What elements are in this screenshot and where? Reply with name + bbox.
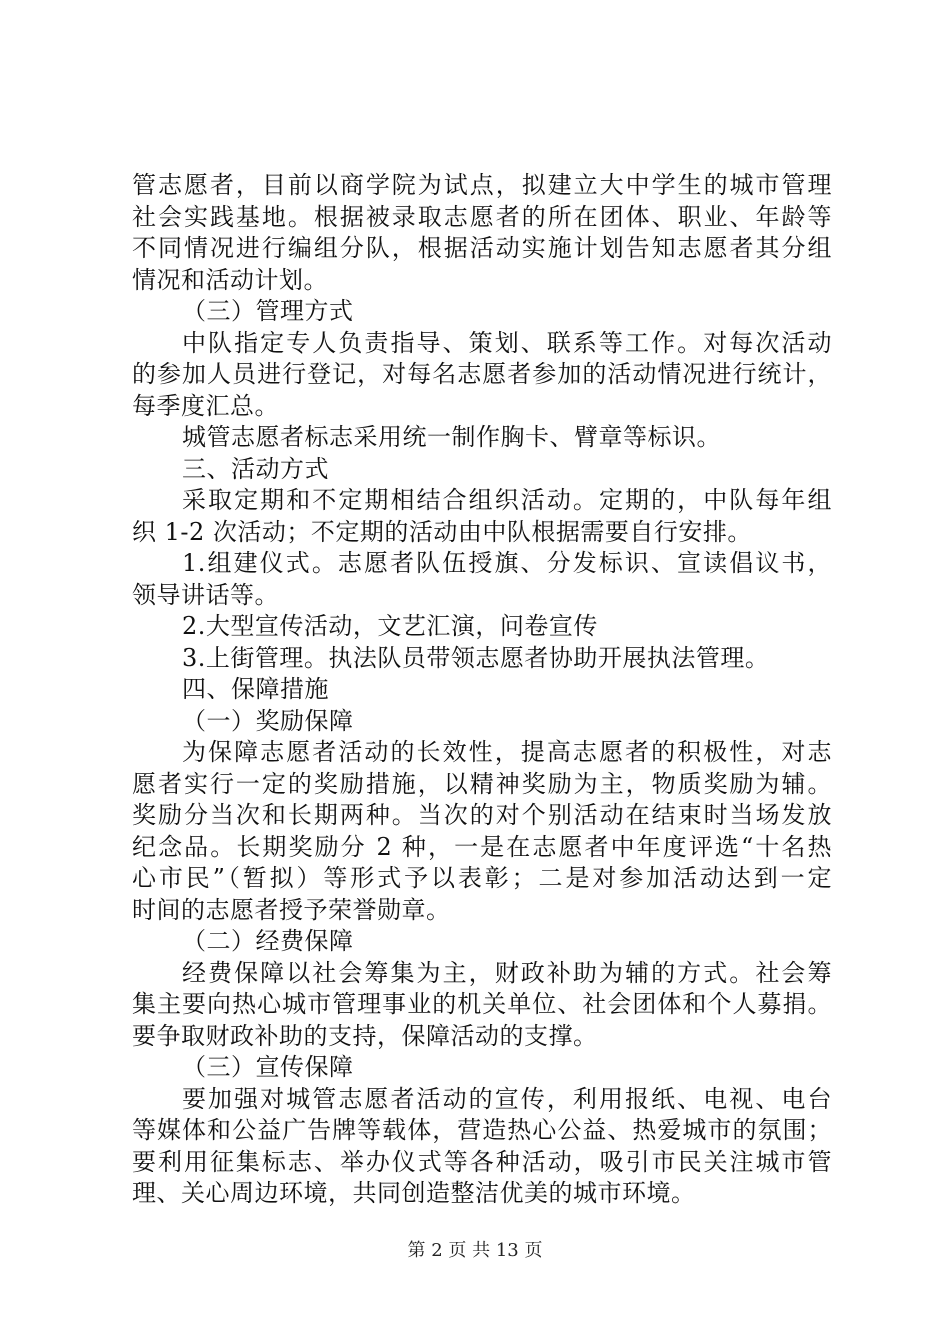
text-line: 愿者实行一定的奖励措施，以精神奖励为主，物质奖励为辅。 bbox=[132, 769, 832, 798]
text-line: 情况和活动计划。 bbox=[132, 265, 328, 294]
text-line: 奖励分当次和长期两种。当次的对个别活动在结束时当场发放 bbox=[132, 801, 832, 829]
text-line: 时间的志愿者授予荣誉勋章。 bbox=[132, 895, 451, 924]
text-line: 为保障志愿者活动的长效性，提高志愿者的积极性，对志 bbox=[182, 738, 832, 766]
document-body bbox=[132, 170, 832, 1210]
text-line: （三）宣传保障 bbox=[182, 1053, 354, 1081]
text-line: 织 1-2 次活动；不定期的活动由中队根据需要自行安排。 bbox=[132, 517, 752, 546]
text-line: 经费保障以社会筹集为主，财政补助为辅的方式。社会筹 bbox=[182, 958, 832, 987]
text-line: 2.大型宣传活动，文艺汇演，问卷宣传 bbox=[182, 612, 598, 640]
text-line: 心市民”（暂拟）等形式予以表彰；二是对参加活动达到一定 bbox=[132, 864, 832, 892]
text-line: （三）管理方式 bbox=[182, 297, 354, 325]
text-line: 每季度汇总。 bbox=[132, 391, 279, 420]
text-line: 等媒体和公益广告牌等载体，营造热心公益、热爱城市的氛围； bbox=[132, 1116, 832, 1144]
text-line: 的参加人员进行登记，对每名志愿者参加的活动情况进行统计， bbox=[132, 360, 832, 388]
text-line: （二）经费保障 bbox=[182, 927, 354, 955]
text-line: （一）奖励保障 bbox=[182, 706, 354, 735]
text-line: 纪念品。长期奖励分 2 种，一是在志愿者中年度评选“十名热 bbox=[132, 832, 832, 861]
text-line: 三、活动方式 bbox=[182, 454, 329, 483]
text-line: 1.组建仪式。志愿者队伍授旗、分发标识、宣读倡议书， bbox=[182, 549, 832, 577]
text-line: 社会实践基地。根据被录取志愿者的所在团体、职业、年龄等 bbox=[132, 202, 832, 231]
text-line: 集主要向热心城市管理事业的机关单位、社会团体和个人募捐。 bbox=[132, 990, 832, 1018]
text-line: 3.上街管理。执法队员带领志愿者协助开展执法管理。 bbox=[182, 643, 770, 672]
text-line: 领导讲话等。 bbox=[132, 580, 279, 609]
text-line: 理、关心周边环境，共同创造整洁优美的城市环境。 bbox=[132, 1179, 696, 1207]
text-line: 要利用征集标志、举办仪式等各种活动，吸引市民关注城市管 bbox=[132, 1147, 832, 1176]
text-line: 管志愿者，目前以商学院为试点，拟建立大中学生的城市管理 bbox=[132, 171, 832, 199]
text-line: 要争取财政补助的支持，保障活动的支撑。 bbox=[132, 1021, 598, 1050]
text-line: 不同情况进行编组分队，根据活动实施计划告知志愿者其分组 bbox=[132, 234, 832, 262]
text-line: 要加强对城管志愿者活动的宣传，利用报纸、电视、电台 bbox=[182, 1084, 832, 1113]
text-line: 四、保障措施 bbox=[182, 675, 329, 703]
page-footer: 第 2 页 共 13 页 bbox=[407, 1240, 543, 1261]
text-line: 城管志愿者标志采用统一制作胸卡、臂章等标识。 bbox=[182, 423, 721, 451]
text-line: 采取定期和不定期相结合组织活动。定期的，中队每年组 bbox=[182, 486, 832, 514]
text-line: 中队指定专人负责指导、策划、联系等工作。对每次活动 bbox=[182, 328, 832, 357]
